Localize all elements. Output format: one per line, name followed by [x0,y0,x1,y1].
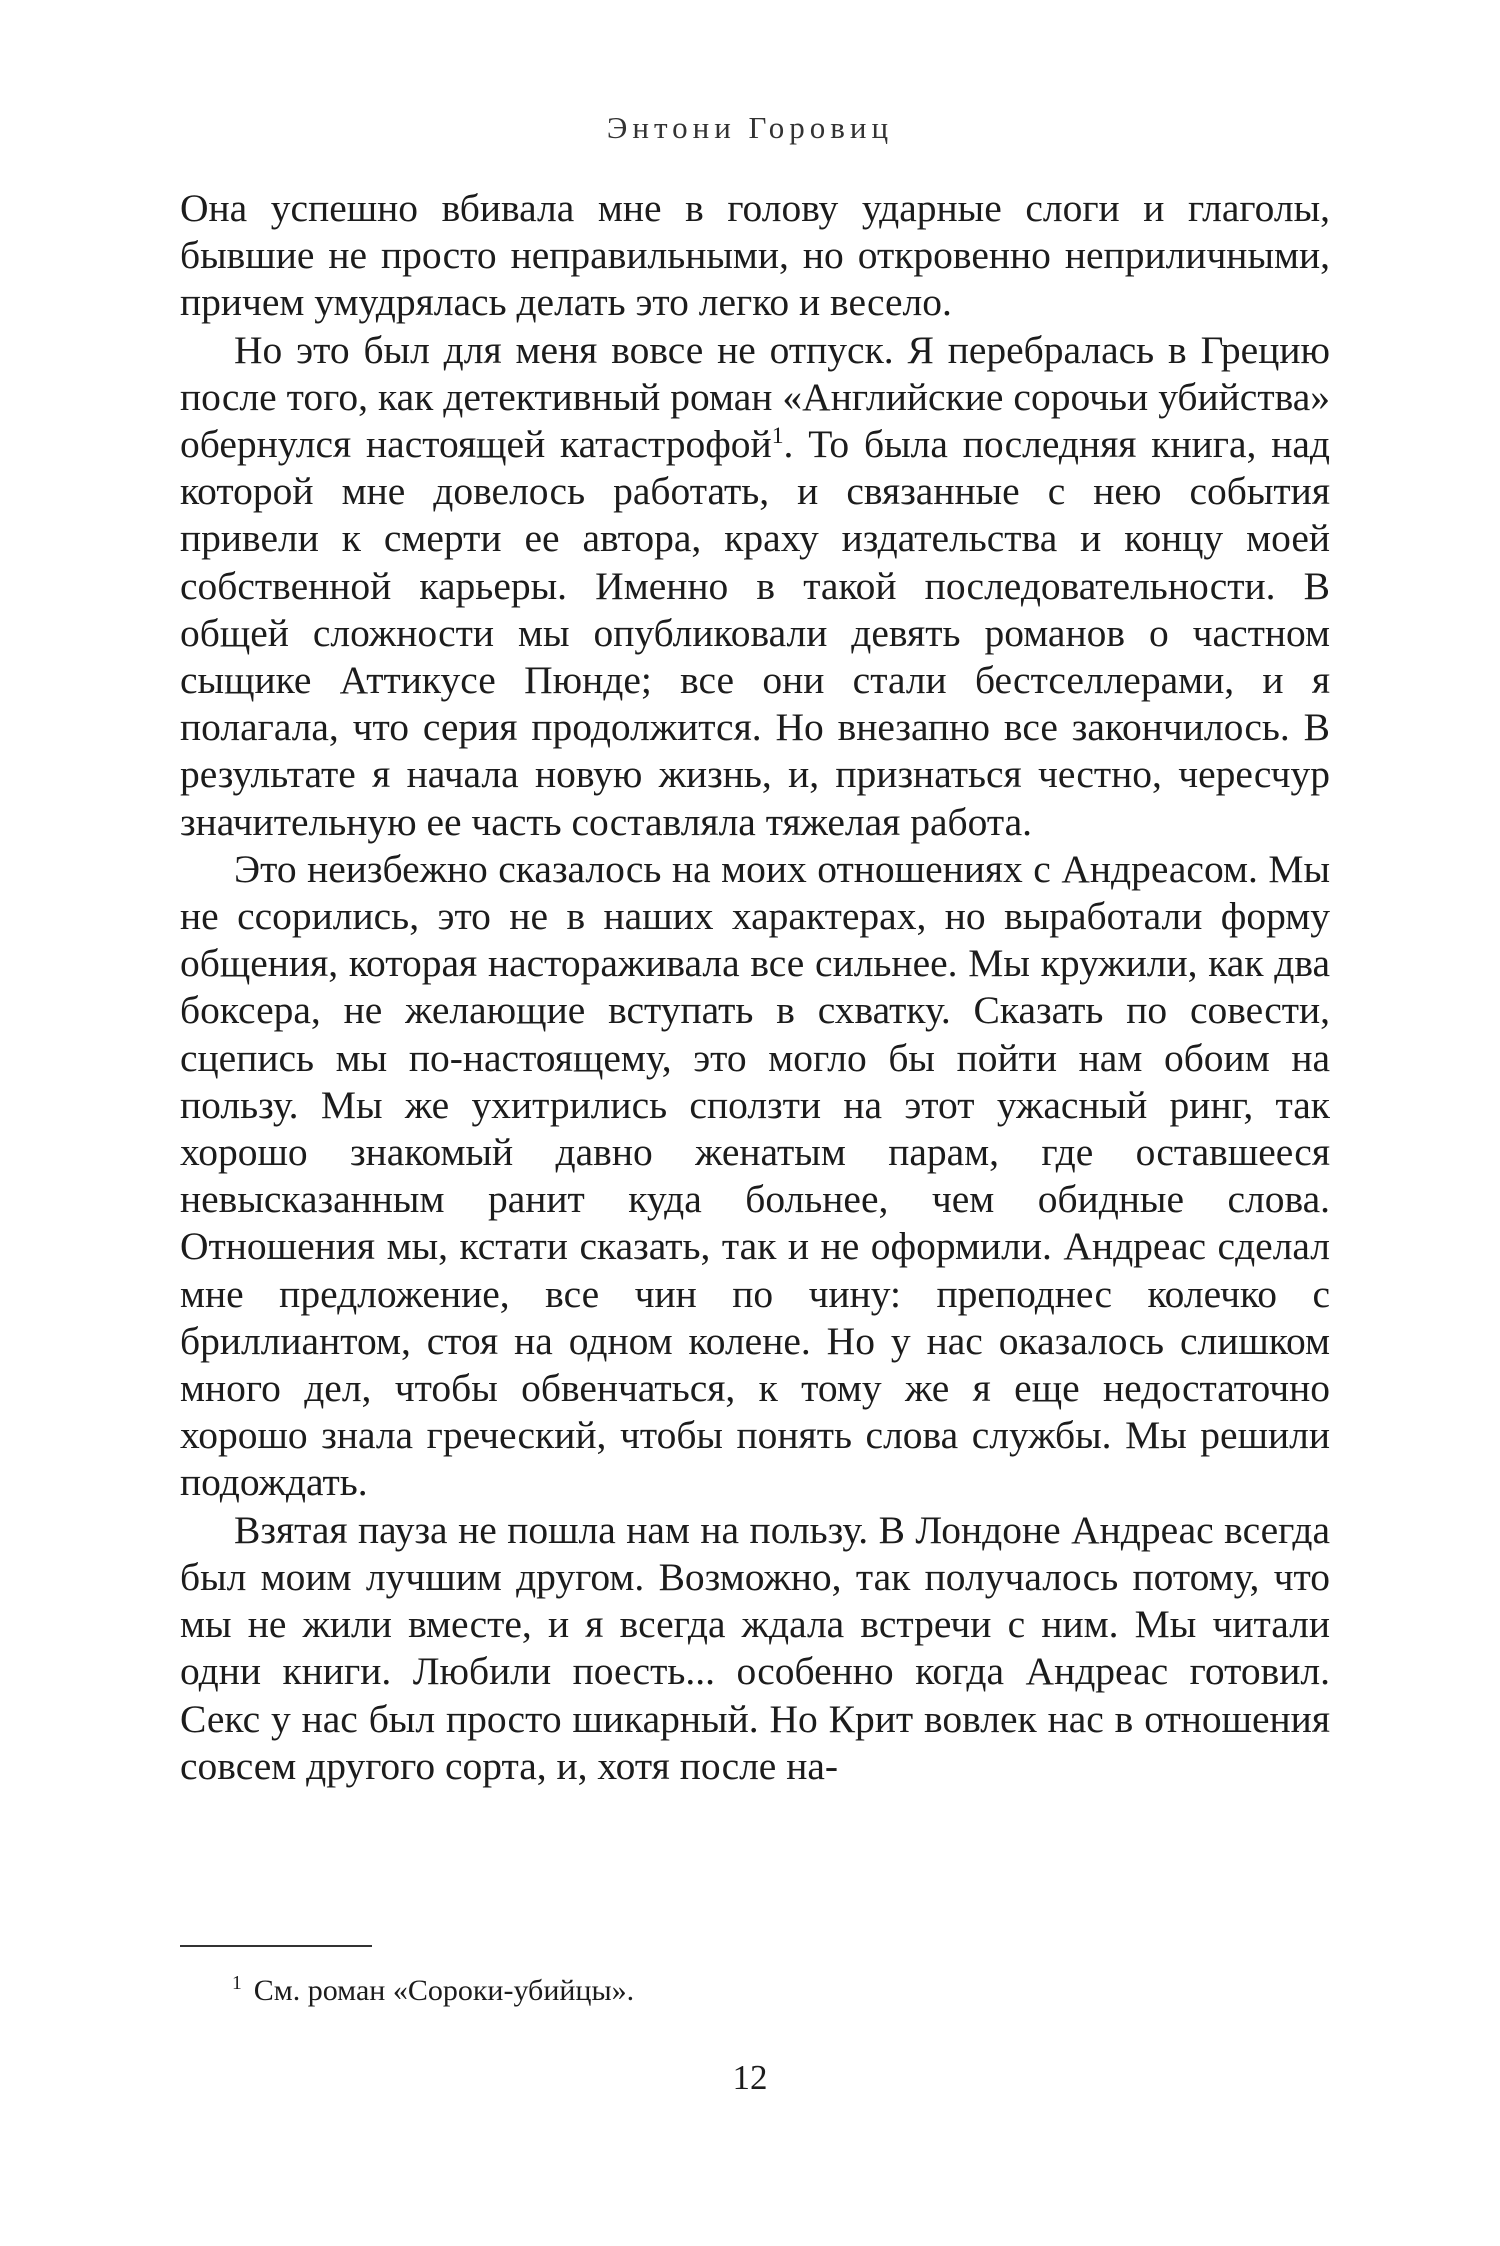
page-number: 12 [732,2058,768,2097]
paragraph-2-part-1: Но это был для меня вовсе не отпуск. Я перебралась в Грецию после того, как детективный роман «Английские сорочьи убийства» обернулся настоящей катастрофой [180,327,1330,467]
footnote [232,1973,1332,2009]
footnote-number: 1 [232,1973,242,1994]
paragraph-3: Это неизбежно сказалось на моих отношениях с Андреасом. Мы не ссорились, это не в наших характерах, но выработали форму общения, которая настораживала все сильнее. Мы кружили, как два боксера, не желающие вступать в схватку. Сказать по совести, сцепись мы по-настоящему, это могло бы пойти нам обоим на пользу. Мы же ухитрились сползти на этот ужасный ринг, так хорошо знакомый давно женатым парам, где оставшееся невысказанным ранит куда больнее, чем обидные слова. Отношения мы, кстати сказать, так и не оформили. Андреас сделал мне предложение, все чин по чину: преподнес колечко с бриллиантом, стоя на одном колене. Но у нас оказалось слишком много дел, чтобы обвенчаться, к тому же я еще недостаточно хорошо знала греческий, чтобы понять слова службы. Мы решили подождать. [180,846,1330,1505]
paragraph-4: Взятая пауза не пошла нам на пользу. В Лондоне Андреас всегда был моим лучшим другом. Возможно, так получалось потому, что мы не жили вместе, и я всегда ждала встречи с ним. Мы читали одни книги. Любили поесть... особенно когда Андреас готовил. Секс у нас был просто шикарный. Но Крит вовлек нас в отношения совсем другого сорта, и, хотя после на- [180,1507,1330,1788]
footnote-divider [180,1945,372,1947]
footnote-text: См. роман «Сороки-убийцы». [253,1974,635,2007]
paragraph-2-part-2: . То была последняя книга, над которой мне довелось работать, и связанные с нею события привели к смерти ее автора, краху издательства и концу моей собственной карьеры. Именно в такой последовательности. В общей сложности мы опубликовали девять романов о частном сыщике Аттикусе Пюнде; все они стали бестселлерами, и я полагала, что серия продолжится. Но внезапно все закончилось. В результате я начала новую жизнь, и, признаться честно, чересчур значительную ее часть составляла тяжелая работа. [180,422,1330,844]
body-text [180,185,1330,1790]
running-head: Энтони Горовиц [606,110,894,145]
paragraph-2 [180,327,1330,846]
footnote-reference: 1 [771,422,784,449]
paragraph-1: Она успешно вбивала мне в голову ударные слоги и глаголы, бывшие не просто неправильными, но откровенно неприличными, причем умудрялась делать это легко и весело. [180,186,1330,325]
